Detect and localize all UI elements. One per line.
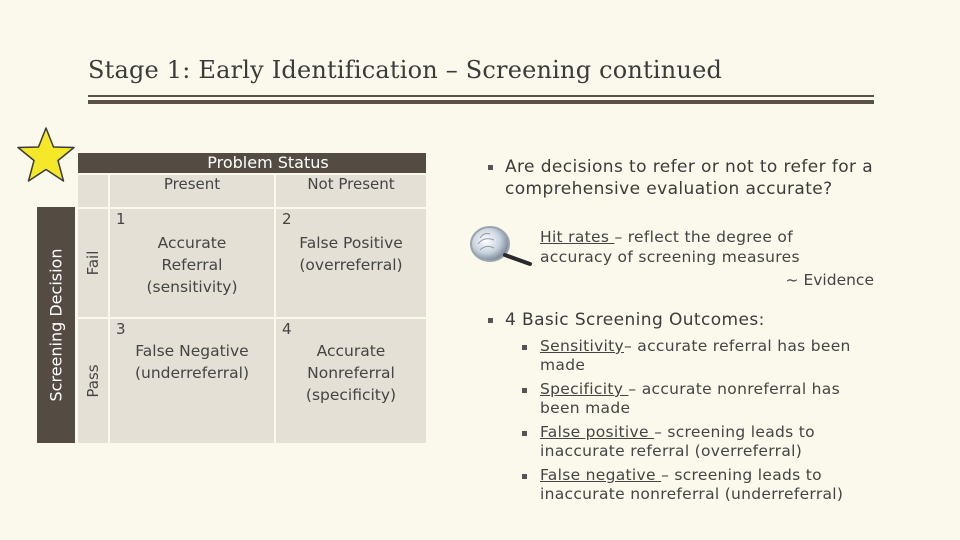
term-specificity: Specificity: [540, 380, 629, 398]
square-bullet-icon: [522, 345, 527, 350]
list-item: Sensitivity– accurate referral has been made: [520, 337, 880, 375]
cell-number: 4: [282, 320, 292, 338]
table-row-group-header: [37, 207, 75, 443]
cell-text: Accurate Referral (sensitivity): [146, 234, 238, 296]
table-cell-1: [110, 209, 274, 317]
cell-number: 2: [282, 210, 292, 228]
list-item: False positive – screening leads to inaccurate referral (overreferral): [520, 423, 880, 461]
slide-title: Stage 1: Early Identification – Screening continued: [88, 56, 723, 84]
table-corner-cell: [78, 175, 108, 207]
table-column-group-header: [110, 153, 426, 173]
column-header-present: Present: [110, 175, 274, 207]
row-header-fail: Fail: [78, 209, 108, 317]
hit-rates-term: Hit rates: [540, 228, 615, 246]
cell-text: Accurate Nonreferral (specificity): [305, 342, 397, 404]
title-rule-thick: [88, 100, 874, 104]
table-header-cap: [78, 153, 110, 173]
row-header-pass: Pass: [78, 319, 108, 443]
row-group-label: Screening Decision: [46, 248, 66, 402]
hit-rates-text: Hit rates – reflect the degree of accuracy of screening measures: [540, 228, 800, 266]
term-false-positive: False positive: [540, 423, 655, 441]
table-cell-4: [276, 319, 426, 443]
square-bullet-icon: [522, 474, 527, 479]
table-cell-3: [110, 319, 274, 443]
square-bullet-icon: [488, 165, 493, 170]
column-header-not-present: Not Present: [276, 175, 426, 207]
title-rule-thin: [88, 95, 874, 97]
table-cell-2: [276, 209, 426, 317]
outcomes-list: [520, 337, 880, 509]
magnifier-icon: [468, 224, 534, 268]
cell-text: False Positive (overreferral): [299, 234, 403, 274]
term-sensitivity: Sensitivity: [540, 337, 624, 355]
term-false-negative: False negative: [540, 466, 662, 484]
list-item: Specificity – accurate nonreferral has been made: [520, 380, 880, 418]
square-bullet-icon: [522, 388, 527, 393]
bullet-outcomes-text: 4 Basic Screening Outcomes:: [505, 310, 765, 330]
cell-number: 1: [116, 210, 126, 228]
cell-text: False Negative (underreferral): [134, 342, 250, 382]
star-icon: [16, 126, 76, 184]
square-bullet-icon: [488, 318, 493, 323]
evidence-label: ~ Evidence: [785, 271, 874, 289]
square-bullet-icon: [522, 431, 527, 436]
list-item: False negative – screening leads to inaccurate nonreferral (underreferral): [520, 466, 880, 504]
bullet-decisions-text: Are decisions to refer or not to refer for a comprehensive evaluation accurate?: [505, 157, 874, 199]
column-group-label: Problem Status: [207, 153, 329, 172]
cell-number: 3: [116, 320, 126, 338]
